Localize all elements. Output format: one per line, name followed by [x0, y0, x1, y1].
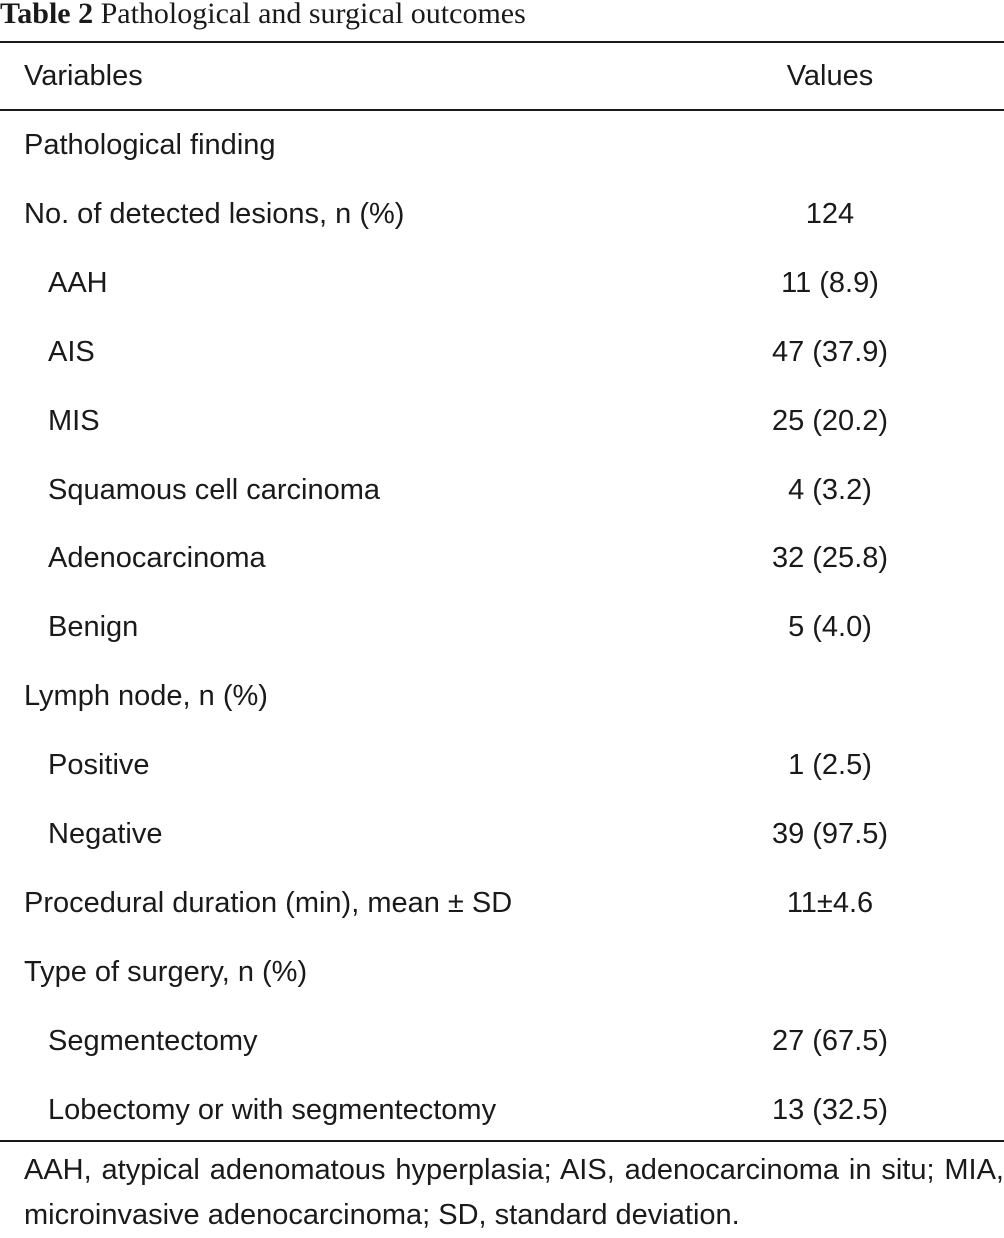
table-row [0, 534, 1004, 582]
table-footnote: AAH, atypical adenomatous hyperplasia; AIS, adenocarcinoma in situ; MIA, microinvasive adenocarcinoma; SD, standard deviation. [24, 1154, 1004, 1231]
row-label: Squamous cell carcinoma [48, 473, 381, 506]
row-value: 11±4.6 [786, 886, 874, 919]
row-label: Procedural duration (min), mean ± SD [24, 886, 513, 919]
row-label: Benign [48, 611, 139, 644]
row-value: 39 (97.5) [771, 818, 889, 850]
row-label: Segmentectomy [48, 1024, 258, 1057]
row-value: 47 (37.9) [771, 335, 889, 368]
table-row [0, 190, 1004, 238]
row-value: 27 (67.5) [771, 1024, 889, 1057]
table-header-rule [0, 109, 1004, 111]
table-row [0, 1017, 1004, 1065]
row-value: 32 (25.8) [771, 542, 889, 575]
row-value: 5 (4.0) [788, 611, 872, 644]
row-value: 4 (3.2) [788, 473, 872, 506]
row-label: Positive [48, 749, 150, 782]
table-row [0, 810, 1004, 858]
table-caption-label: Table 2 [0, 0, 94, 30]
row-label: No. of detected lesions, n (%) [24, 197, 405, 230]
row-value: 11 (8.9) [781, 266, 879, 299]
table-row [0, 672, 1004, 720]
row-label: AIS [48, 335, 95, 368]
table-row [0, 259, 1004, 307]
table-row [0, 741, 1004, 789]
row-value: 13 (32.5) [771, 1093, 889, 1126]
table-row [0, 948, 1004, 996]
row-value: 1 (2.5) [788, 749, 872, 782]
row-label: Negative [48, 818, 163, 850]
table-row [0, 1086, 1004, 1134]
table-top-rule [0, 41, 1004, 43]
row-value: 124 [805, 197, 855, 230]
table-header-row [0, 52, 1004, 100]
row-label: Lymph node, n (%) [24, 680, 268, 713]
table-bottom-rule [0, 1140, 1004, 1142]
row-label: Pathological finding [24, 129, 276, 161]
table-row [0, 397, 1004, 445]
row-label: Type of surgery, n (%) [24, 955, 308, 988]
row-value: 25 (20.2) [771, 404, 889, 437]
header-values: Values [786, 60, 874, 92]
table-caption [0, 0, 526, 34]
table-row [0, 603, 1004, 651]
row-label: AAH [48, 266, 108, 299]
table-row [0, 328, 1004, 376]
row-label: Lobectomy or with segmentectomy [48, 1093, 497, 1126]
table-row [0, 879, 1004, 927]
header-variables: Variables [24, 60, 143, 92]
row-label: Adenocarcinoma [48, 542, 266, 575]
row-label: MIS [48, 404, 100, 437]
table-caption-title: Pathological and surgical outcomes [100, 0, 526, 30]
table-row [0, 121, 1004, 169]
table-row [0, 466, 1004, 514]
